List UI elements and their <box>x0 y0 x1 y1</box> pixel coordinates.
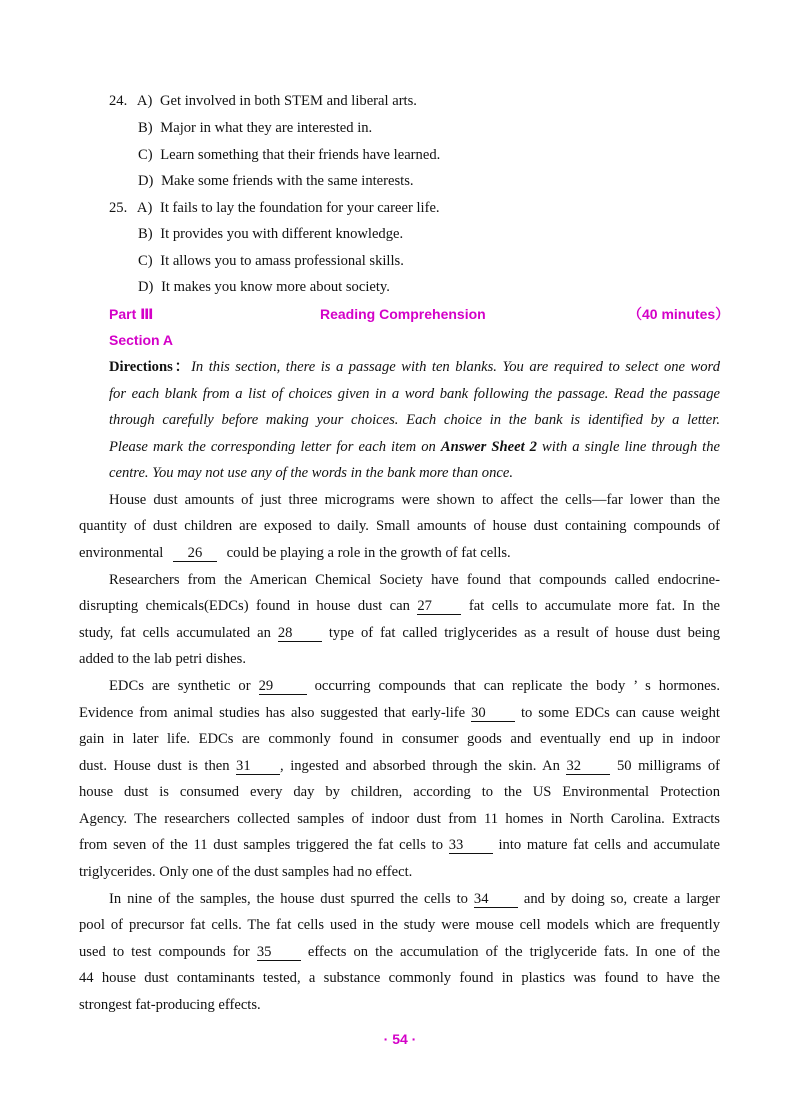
question-25 <box>109 199 440 217</box>
passage-line: triglycerides. Only one of the dust samples had no effect. <box>79 864 413 880</box>
option-text: Make some friends with the same interests. <box>161 173 414 189</box>
option-row <box>138 278 390 296</box>
passage-text: dust. House dust is then <box>79 758 230 774</box>
blank-35[interactable]: 35 <box>257 945 301 961</box>
option-row <box>138 225 403 243</box>
passage-text: , ingested and absorbed through the skin. An <box>280 758 560 774</box>
passage-line: 44 house dust contaminants tested, a substance commonly found in plastics was found to have the <box>79 970 720 986</box>
option-text: Major in what they are interested in. <box>160 120 373 136</box>
passage-line: added to the lab petri dishes. <box>79 651 246 667</box>
passage-line <box>79 943 720 961</box>
directions-text: with a single line through the <box>542 439 721 455</box>
blank-28[interactable]: 28 <box>278 626 322 642</box>
passage-text: disrupting chemicals(EDCs) found in house dust can <box>79 598 410 614</box>
passage-line <box>79 704 720 722</box>
blank-27[interactable]: 27 <box>417 599 461 615</box>
passage-line <box>79 836 720 854</box>
passage-line: quantity of dust children are exposed to daily. Small amounts of house dust containing compounds of <box>79 518 720 534</box>
directions-line <box>109 438 720 456</box>
passage-line: gain in later life. EDCs are commonly found in consumer goods and eventually end up in indoor <box>79 731 720 747</box>
option-text: It allows you to amass professional skills. <box>160 253 404 269</box>
passage-line <box>79 757 720 775</box>
passage-text: In nine of the samples, the house dust spurred the cells to <box>109 891 468 907</box>
blank-34[interactable]: 34 <box>474 892 518 908</box>
passage-line: Researchers from the American Chemical Society have found that compounds called endocrine- <box>109 572 720 588</box>
directions-line <box>109 358 720 376</box>
directions-line: centre. You may not use any of the words in the bank more than once. <box>109 465 513 481</box>
passage-line <box>79 544 511 562</box>
option-letter: A) <box>136 93 153 109</box>
question-number: 24. <box>109 93 128 109</box>
option-row <box>138 119 372 137</box>
passage-text: effects on the accumulation of the triglyceride fats. In one of the <box>307 944 720 960</box>
blank-26[interactable]: 26 <box>173 546 217 562</box>
passage-text: Evidence from animal studies has also suggested that early-life <box>79 705 466 721</box>
answer-sheet-label: Answer Sheet 2 <box>440 439 537 455</box>
option-letter: B) <box>138 226 153 242</box>
blank-30[interactable]: 30 <box>471 706 515 722</box>
directions-text: Please mark the corresponding letter for each item on <box>109 439 436 455</box>
passage-line: pool of precursor fat cells. The fat cells used in the study were mouse cell models which are frequently <box>79 917 720 933</box>
option-row <box>138 172 414 190</box>
directions-label: Directions： <box>109 359 192 375</box>
passage-text: type of fat called triglycerides as a result of house dust being <box>328 625 720 641</box>
passage-line <box>109 890 720 908</box>
blank-29[interactable]: 29 <box>259 679 307 695</box>
option-row <box>138 252 404 270</box>
part-title: Reading Comprehension <box>320 306 486 322</box>
passage-text: from seven of the 11 dust samples triggered the fat cells to <box>79 837 443 853</box>
option-letter: D) <box>138 279 154 295</box>
section-title: Section A <box>109 332 174 348</box>
blank-31[interactable]: 31 <box>236 759 280 775</box>
passage-text: could be playing a role in the growth of fat cells. <box>226 545 511 561</box>
passage-text: used to test compounds for <box>79 944 250 960</box>
option-text: It makes you know more about society. <box>161 279 390 295</box>
passage-text: environmental <box>79 545 164 561</box>
directions-line: through carefully before making your choices. Each choice in the bank is identified by a letter. <box>109 412 720 428</box>
passage-text: fat cells to accumulate more fat. In the <box>468 598 720 614</box>
passage-line: strongest fat-producing effects. <box>79 997 261 1013</box>
option-letter: C) <box>138 147 153 163</box>
option-letter: A) <box>136 200 153 216</box>
passage-text: occurring compounds that can replicate the body ’ s hormones. <box>314 678 720 694</box>
option-row <box>138 146 440 164</box>
blank-32[interactable]: 32 <box>566 759 610 775</box>
passage-text: EDCs are synthetic or <box>109 678 251 694</box>
option-text: It provides you with different knowledge. <box>160 226 404 242</box>
option-text: Learn something that their friends have learned. <box>160 147 441 163</box>
passage-line: house dust is consumed every day by children, according to the US Environmental Protection <box>79 784 720 800</box>
option-letter: D) <box>138 173 154 189</box>
passage-text: study, fat cells accumulated an <box>79 625 271 641</box>
blank-33[interactable]: 33 <box>449 838 493 854</box>
option-text: Get involved in both STEM and liberal arts. <box>159 93 417 109</box>
page-number: · 54 · <box>383 1031 417 1047</box>
option-letter: B) <box>138 120 153 136</box>
passage-text: and by doing so, create a larger <box>523 891 720 907</box>
passage-line: Agency. The researchers collected samples of indoor dust from 11 homes in North Carolina. Extracts <box>79 811 720 827</box>
part-time: （40 minutes） <box>628 306 730 322</box>
part-label: Part Ⅲ <box>109 306 154 322</box>
option-text: It fails to lay the foundation for your career life. <box>159 200 440 216</box>
passage-line: House dust amounts of just three micrograms were shown to affect the cells—far lower than the <box>109 492 720 508</box>
passage-line <box>109 677 720 695</box>
passage-text: 50 milligrams of <box>616 758 720 774</box>
passage-text: to some EDCs can cause weight <box>520 705 720 721</box>
directions-line: for each blank from a list of choices given in a word bank following the passage. Read the passage <box>109 386 720 402</box>
passage-line <box>79 597 720 615</box>
question-24 <box>109 92 417 110</box>
directions-text: In this section, there is a passage with ten blanks. You are required to select one word <box>191 359 720 375</box>
passage-text: into mature fat cells and accumulate <box>498 837 720 853</box>
question-number: 25. <box>109 200 128 216</box>
passage-line <box>79 624 720 642</box>
option-letter: C) <box>138 253 153 269</box>
